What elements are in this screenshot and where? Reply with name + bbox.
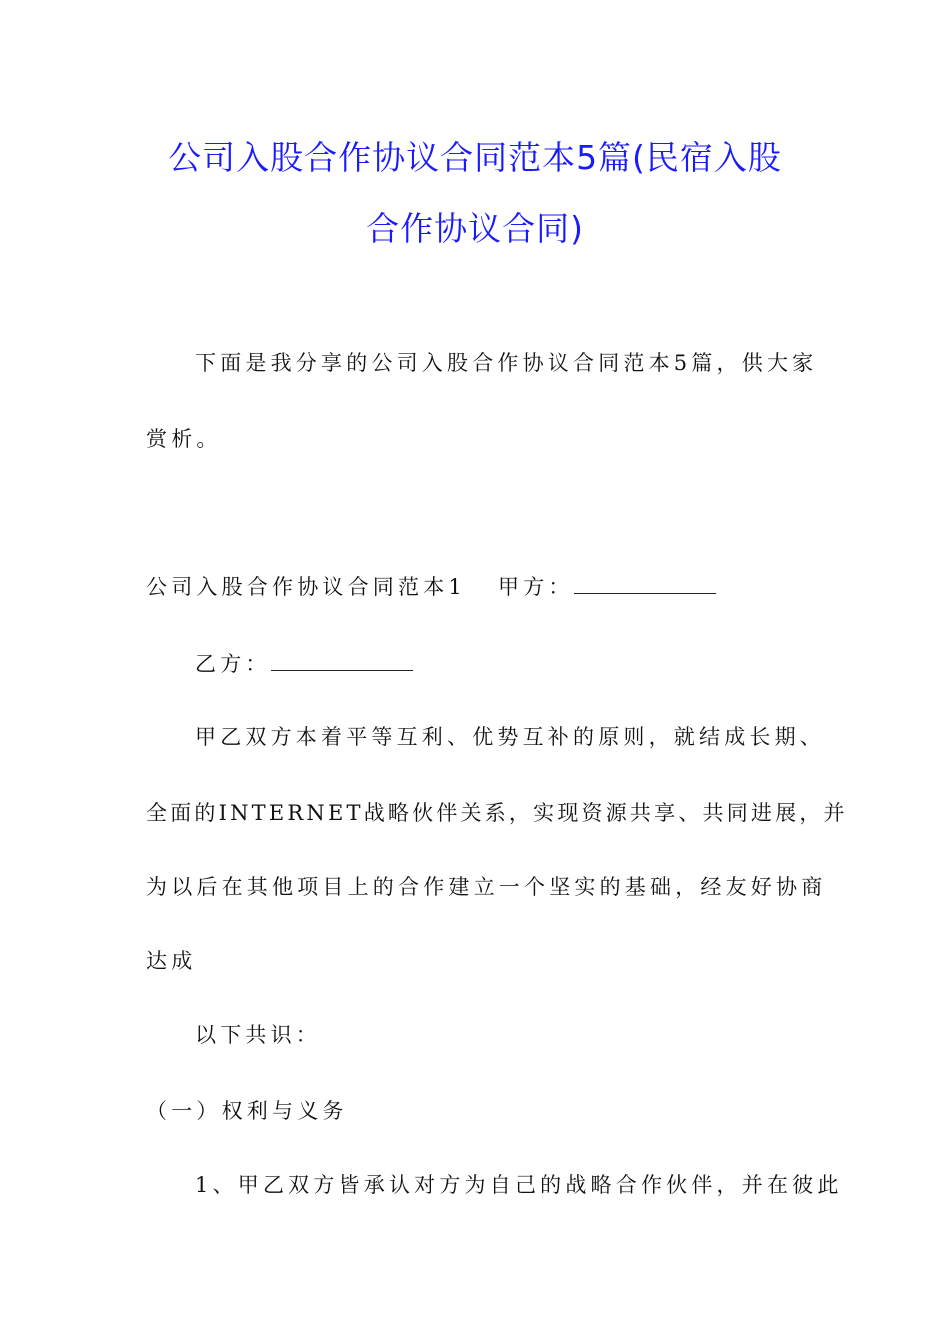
party-a-line xyxy=(498,571,716,601)
paragraph-1-line-3: 为以后在其他项目上的合作建立一个坚实的基础，经友好协商 xyxy=(146,875,827,899)
party-a-label: 甲方： xyxy=(498,575,574,599)
intro-line-2: 赏析。 xyxy=(146,427,222,451)
party-b-line xyxy=(195,648,413,678)
clause-heading: （一）权利与义务 xyxy=(146,1099,348,1123)
paragraph-1-line-1: 甲乙双方本着平等互利、优势互补的原则，就结成长期、 xyxy=(195,725,825,749)
paragraph-1-line-4: 达成 xyxy=(146,949,197,973)
party-a-blank xyxy=(574,573,716,594)
intro-line-1: 下面是我分享的公司入股合作协议合同范本5篇，供大家 xyxy=(195,351,818,375)
section-heading: 公司入股合作协议合同范本1 xyxy=(146,575,466,599)
paragraph-1-line-2: 全面的INTERNET战略伙伴关系，实现资源共享、共同进展，并 xyxy=(146,801,848,825)
document-title-line-1: 公司入股合作协议合同范本5篇(民宿入股 xyxy=(168,138,782,177)
consensus-line: 以下共识： xyxy=(195,1023,321,1047)
party-b-label: 乙方： xyxy=(195,652,271,676)
document-title-line-2: 合作协议合同) xyxy=(366,209,584,248)
item-1-line-1: 1、甲乙双方皆承认对方为自己的战略合作伙伴，并在彼此 xyxy=(195,1173,843,1197)
party-b-blank xyxy=(271,650,413,671)
